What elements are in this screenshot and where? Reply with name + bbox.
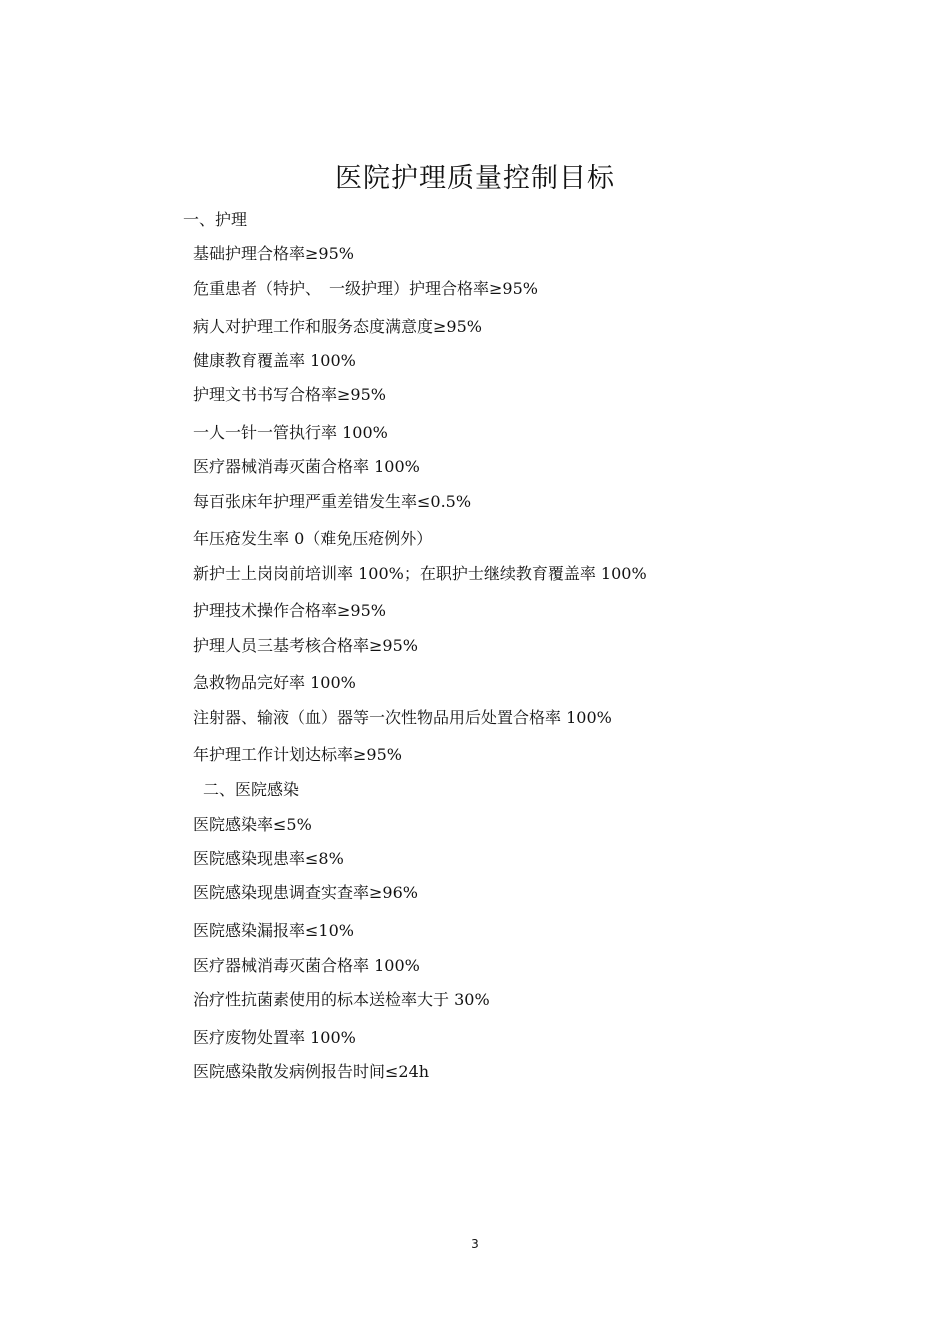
list-item: 治疗性抗菌素使用的标本送检率大于 30% (193, 990, 490, 1009)
section-heading-infection: 二、医院感染 (203, 780, 300, 799)
list-item: 医院感染率≤5% (193, 815, 312, 834)
list-item: 医疗器械消毒灭菌合格率 100% (193, 956, 420, 975)
list-item: 年护理工作计划达标率≥95% (193, 745, 402, 764)
list-item: 一人一针一管执行率 100% (193, 423, 388, 442)
list-item: 护理人员三基考核合格率≥95% (193, 636, 418, 655)
page-number: 3 (471, 1237, 479, 1251)
list-item: 护理文书书写合格率≥95% (193, 385, 386, 404)
list-item: 健康教育覆盖率 100% (193, 351, 356, 370)
list-item: 医疗器械消毒灭菌合格率 100% (193, 457, 420, 476)
list-item: 基础护理合格率≥95% (193, 244, 354, 263)
section-heading-nursing: 一、护理 (183, 210, 248, 229)
list-item: 医院感染散发病例报告时间≤24h (193, 1062, 430, 1081)
list-item: 医院感染现患率≤8% (193, 849, 344, 868)
list-item: 护理技术操作合格率≥95% (193, 601, 386, 620)
list-item: 注射器、输液（血）器等一次性物品用后处置合格率 100% (193, 708, 612, 727)
list-item: 每百张床年护理严重差错发生率≤0.5% (193, 492, 472, 511)
list-item: 医院感染现患调查实查率≥96% (193, 883, 418, 902)
list-item: 急救物品完好率 100% (193, 673, 356, 692)
list-item: 新护士上岗岗前培训率 100%；在职护士继续教育覆盖率 100% (193, 564, 647, 583)
list-item: 医疗废物处置率 100% (193, 1028, 356, 1047)
list-item: 病人对护理工作和服务态度满意度≥95% (193, 317, 482, 336)
page-title: 医院护理质量控制目标 (335, 163, 615, 194)
list-item: 年压疮发生率 0（难免压疮例外） (193, 529, 433, 548)
list-item: 医院感染漏报率≤10% (193, 921, 354, 940)
list-item: 危重患者（特护、 一级护理）护理合格率≥95% (193, 279, 538, 298)
